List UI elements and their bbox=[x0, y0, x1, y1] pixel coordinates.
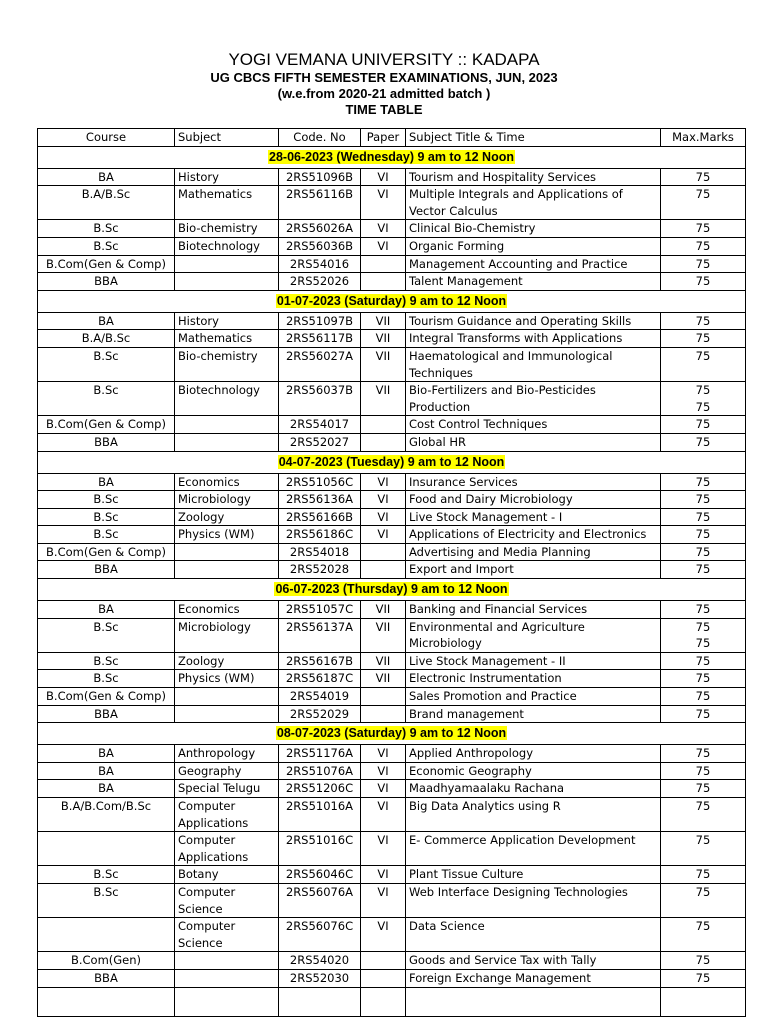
marks-cell: 75 bbox=[661, 543, 746, 561]
table-row bbox=[38, 798, 746, 832]
code-cell: 2RS56136A bbox=[279, 491, 361, 509]
title-cell: Live Stock Management - II bbox=[406, 652, 661, 670]
paper-cell bbox=[361, 416, 406, 434]
table-row bbox=[38, 273, 746, 291]
marks-cell: 75 bbox=[661, 312, 746, 330]
subject-cell: Microbiology bbox=[175, 491, 279, 509]
code-cell: 2RS56167B bbox=[279, 652, 361, 670]
table-row bbox=[38, 433, 746, 451]
subject-cell: Special Telugu bbox=[175, 780, 279, 798]
table-row bbox=[38, 168, 746, 186]
course-cell: B.Sc bbox=[38, 347, 175, 381]
table-row bbox=[38, 508, 746, 526]
paper-cell: VII bbox=[361, 330, 406, 348]
code-cell: 2RS56117B bbox=[279, 330, 361, 348]
table-row bbox=[38, 688, 746, 706]
marks-cell: 75 bbox=[661, 918, 746, 952]
course-cell: BA bbox=[38, 312, 175, 330]
session-date-cell bbox=[38, 146, 746, 168]
course-cell: BBA bbox=[38, 705, 175, 723]
marks-cell: 75 bbox=[661, 798, 746, 832]
title-cell: Live Stock Management - I bbox=[406, 508, 661, 526]
marks-cell: 75 bbox=[661, 688, 746, 706]
marks-cell: 75 bbox=[661, 969, 746, 987]
paper-cell: VII bbox=[361, 382, 406, 416]
course-cell: BA bbox=[38, 601, 175, 619]
paper-cell: VI bbox=[361, 491, 406, 509]
title-cell: Banking and Financial Services bbox=[406, 601, 661, 619]
code-cell: 2RS54020 bbox=[279, 952, 361, 970]
table-row bbox=[38, 780, 746, 798]
paper-cell: VI bbox=[361, 866, 406, 884]
session-date: 08-07-2023 (Saturday) 9 am to 12 Noon bbox=[276, 726, 507, 741]
subject-cell bbox=[175, 688, 279, 706]
paper-cell: VII bbox=[361, 670, 406, 688]
session-date-cell bbox=[38, 290, 746, 312]
paper-cell: VI bbox=[361, 832, 406, 866]
table-row bbox=[38, 526, 746, 544]
marks-cell: 75 bbox=[661, 561, 746, 579]
paper-cell: VI bbox=[361, 918, 406, 952]
subject-cell: Bio-chemistry bbox=[175, 220, 279, 238]
course-cell: B.Com(Gen & Comp) bbox=[38, 416, 175, 434]
course-cell: BBA bbox=[38, 433, 175, 451]
subject-cell bbox=[175, 543, 279, 561]
table-row bbox=[38, 382, 746, 416]
subject-cell bbox=[175, 952, 279, 970]
blank-cell bbox=[279, 987, 361, 1016]
course-cell: B.Sc bbox=[38, 670, 175, 688]
title-cell: Economic Geography bbox=[406, 762, 661, 780]
course-cell: BA bbox=[38, 762, 175, 780]
subject-cell: Zoology bbox=[175, 508, 279, 526]
blank-cell bbox=[38, 987, 175, 1016]
title-cell: Tourism Guidance and Operating Skills bbox=[406, 312, 661, 330]
table-row bbox=[38, 255, 746, 273]
subject-cell: Mathematics bbox=[175, 330, 279, 348]
table-row bbox=[38, 832, 746, 866]
session-date-cell bbox=[38, 579, 746, 601]
header-row bbox=[38, 129, 746, 147]
code-cell: 2RS54016 bbox=[279, 255, 361, 273]
paper-cell: VI bbox=[361, 883, 406, 917]
course-cell: BA bbox=[38, 473, 175, 491]
blank-cell bbox=[175, 987, 279, 1016]
table-row bbox=[38, 670, 746, 688]
course-cell: B.Com(Gen & Comp) bbox=[38, 543, 175, 561]
subject-cell: History bbox=[175, 168, 279, 186]
marks-cell: 75 bbox=[661, 347, 746, 381]
marks-cell: 75 bbox=[661, 762, 746, 780]
marks-cell: 75 bbox=[661, 652, 746, 670]
course-cell: B.Sc bbox=[38, 883, 175, 917]
marks-cell: 75 bbox=[661, 705, 746, 723]
session-date-row bbox=[38, 290, 746, 312]
blank-row bbox=[38, 987, 746, 1016]
course-cell: B.Sc bbox=[38, 618, 175, 652]
paper-cell: VI bbox=[361, 237, 406, 255]
paper-cell bbox=[361, 952, 406, 970]
course-cell: BA bbox=[38, 780, 175, 798]
session-date: 01-07-2023 (Saturday) 9 am to 12 Noon bbox=[276, 293, 507, 308]
course-cell: BA bbox=[38, 168, 175, 186]
paper-cell: VI bbox=[361, 508, 406, 526]
col-course: Course bbox=[38, 129, 175, 147]
code-cell: 2RS56076C bbox=[279, 918, 361, 952]
title-cell: Environmental and Agriculture Microbiology bbox=[406, 618, 661, 652]
col-title: Subject Title & Time bbox=[406, 129, 661, 147]
title-cell: Advertising and Media Planning bbox=[406, 543, 661, 561]
exam-title: UG CBCS FIFTH SEMESTER EXAMINATIONS, JUN, 2023 bbox=[210, 70, 558, 85]
code-cell: 2RS56116B bbox=[279, 186, 361, 220]
paper-cell bbox=[361, 969, 406, 987]
marks-cell: 75 bbox=[661, 526, 746, 544]
paper-cell: VI bbox=[361, 762, 406, 780]
title-cell: Data Science bbox=[406, 918, 661, 952]
subject-cell: Bio-chemistry bbox=[175, 347, 279, 381]
course-cell: B.Sc bbox=[38, 652, 175, 670]
col-subject: Subject bbox=[175, 129, 279, 147]
code-cell: 2RS56027A bbox=[279, 347, 361, 381]
title-cell: Management Accounting and Practice bbox=[406, 255, 661, 273]
marks-cell: 75 bbox=[661, 952, 746, 970]
subject-cell: Computer Science bbox=[175, 918, 279, 952]
course-cell: BBA bbox=[38, 969, 175, 987]
paper-cell bbox=[361, 688, 406, 706]
paper-cell: VII bbox=[361, 618, 406, 652]
subject-cell bbox=[175, 561, 279, 579]
title-cell: Integral Transforms with Applications bbox=[406, 330, 661, 348]
title-cell: Bio-Fertilizers and Bio-Pesticides Production bbox=[406, 382, 661, 416]
table-row bbox=[38, 220, 746, 238]
marks-cell: 75 bbox=[661, 255, 746, 273]
code-cell: 2RS51096B bbox=[279, 168, 361, 186]
subject-cell: Mathematics bbox=[175, 186, 279, 220]
course-cell: B.Sc bbox=[38, 237, 175, 255]
paper-cell: VII bbox=[361, 347, 406, 381]
code-cell: 2RS52027 bbox=[279, 433, 361, 451]
subject-cell: Physics (WM) bbox=[175, 670, 279, 688]
session-date: 04-07-2023 (Tuesday) 9 am to 12 Noon bbox=[278, 454, 505, 469]
paper-cell bbox=[361, 561, 406, 579]
title-cell: Food and Dairy Microbiology bbox=[406, 491, 661, 509]
course-cell: B.Sc bbox=[38, 526, 175, 544]
paper-cell: VII bbox=[361, 601, 406, 619]
session-date-cell bbox=[38, 451, 746, 473]
marks-cell: 75 bbox=[661, 491, 746, 509]
session-date-row bbox=[38, 579, 746, 601]
code-cell: 2RS54017 bbox=[279, 416, 361, 434]
table-row bbox=[38, 237, 746, 255]
code-cell: 2RS54018 bbox=[279, 543, 361, 561]
code-cell: 2RS51206C bbox=[279, 780, 361, 798]
title-cell: Applications of Electricity and Electronics bbox=[406, 526, 661, 544]
paper-cell: VI bbox=[361, 186, 406, 220]
subject-cell: Economics bbox=[175, 473, 279, 491]
subject-cell: Microbiology bbox=[175, 618, 279, 652]
title-cell: Big Data Analytics using R bbox=[406, 798, 661, 832]
marks-cell: 75 bbox=[661, 508, 746, 526]
subject-cell: Computer Science bbox=[175, 883, 279, 917]
code-cell: 2RS56046C bbox=[279, 866, 361, 884]
subject-cell: Economics bbox=[175, 601, 279, 619]
title-cell: Goods and Service Tax with Tally bbox=[406, 952, 661, 970]
course-cell: B.Com(Gen) bbox=[38, 952, 175, 970]
title-cell: Foreign Exchange Management bbox=[406, 969, 661, 987]
course-cell: B.Com(Gen & Comp) bbox=[38, 688, 175, 706]
session-date-row bbox=[38, 451, 746, 473]
table-row bbox=[38, 312, 746, 330]
paper-cell bbox=[361, 433, 406, 451]
code-cell: 2RS51016A bbox=[279, 798, 361, 832]
marks-cell: 75 bbox=[661, 866, 746, 884]
subject-cell: Physics (WM) bbox=[175, 526, 279, 544]
marks-cell: 75 bbox=[661, 237, 746, 255]
title-cell: Sales Promotion and Practice bbox=[406, 688, 661, 706]
course-cell: B.Com(Gen & Comp) bbox=[38, 255, 175, 273]
code-cell: 2RS56186C bbox=[279, 526, 361, 544]
session-date: 28-06-2023 (Wednesday) 9 am to 12 Noon bbox=[269, 149, 514, 164]
table-row bbox=[38, 705, 746, 723]
code-cell: 2RS52026 bbox=[279, 273, 361, 291]
code-cell: 2RS56187C bbox=[279, 670, 361, 688]
paper-cell bbox=[361, 255, 406, 273]
subject-cell: Geography bbox=[175, 762, 279, 780]
code-cell: 2RS56166B bbox=[279, 508, 361, 526]
marks-cell: 75 bbox=[661, 330, 746, 348]
session-date: 06-07-2023 (Thursday) 9 am to 12 Noon bbox=[275, 582, 508, 597]
table-row bbox=[38, 969, 746, 987]
table-row bbox=[38, 416, 746, 434]
col-paper: Paper bbox=[361, 129, 406, 147]
table-row bbox=[38, 918, 746, 952]
subject-cell: Botany bbox=[175, 866, 279, 884]
marks-cell: 75 bbox=[661, 745, 746, 763]
session-date-row bbox=[38, 146, 746, 168]
document-header bbox=[0, 50, 768, 118]
table-row bbox=[38, 952, 746, 970]
table-row bbox=[38, 491, 746, 509]
title-cell: Organic Forming bbox=[406, 237, 661, 255]
title-cell: Brand management bbox=[406, 705, 661, 723]
marks-cell: 75 bbox=[661, 780, 746, 798]
batch-note: (w.e.from 2020-21 admitted batch ) bbox=[277, 86, 491, 101]
code-cell: 2RS52029 bbox=[279, 705, 361, 723]
table-row bbox=[38, 330, 746, 348]
course-cell: B.A/B.Com/B.Sc bbox=[38, 798, 175, 832]
table-row bbox=[38, 601, 746, 619]
paper-cell bbox=[361, 543, 406, 561]
subject-cell: Biotechnology bbox=[175, 237, 279, 255]
title-cell: Insurance Services bbox=[406, 473, 661, 491]
course-cell: B.Sc bbox=[38, 491, 175, 509]
table-row bbox=[38, 186, 746, 220]
table-row bbox=[38, 866, 746, 884]
code-cell: 2RS51016C bbox=[279, 832, 361, 866]
table-row bbox=[38, 745, 746, 763]
marks-cell: 75 75 bbox=[661, 618, 746, 652]
subject-cell: Zoology bbox=[175, 652, 279, 670]
code-cell: 2RS56137A bbox=[279, 618, 361, 652]
paper-cell: VI bbox=[361, 473, 406, 491]
paper-cell: VI bbox=[361, 526, 406, 544]
title-cell: Clinical Bio-Chemistry bbox=[406, 220, 661, 238]
paper-cell: VI bbox=[361, 798, 406, 832]
title-cell: Web Interface Designing Technologies bbox=[406, 883, 661, 917]
paper-cell: VI bbox=[361, 745, 406, 763]
marks-cell: 75 bbox=[661, 273, 746, 291]
marks-cell: 75 bbox=[661, 168, 746, 186]
code-cell: 2RS56076A bbox=[279, 883, 361, 917]
subject-cell bbox=[175, 969, 279, 987]
course-cell: B.Sc bbox=[38, 382, 175, 416]
subject-cell bbox=[175, 705, 279, 723]
subject-cell: History bbox=[175, 312, 279, 330]
marks-cell: 75 bbox=[661, 220, 746, 238]
title-cell: Plant Tissue Culture bbox=[406, 866, 661, 884]
code-cell: 2RS51056C bbox=[279, 473, 361, 491]
table-row bbox=[38, 473, 746, 491]
university-name: YOGI VEMANA UNIVERSITY :: KADAPA bbox=[228, 50, 540, 69]
code-cell: 2RS54019 bbox=[279, 688, 361, 706]
title-cell: Global HR bbox=[406, 433, 661, 451]
session-date-row bbox=[38, 723, 746, 745]
session-date-cell bbox=[38, 723, 746, 745]
marks-cell: 75 bbox=[661, 186, 746, 220]
code-cell: 2RS56026A bbox=[279, 220, 361, 238]
code-cell: 2RS51076A bbox=[279, 762, 361, 780]
title-cell: Cost Control Techniques bbox=[406, 416, 661, 434]
code-cell: 2RS52030 bbox=[279, 969, 361, 987]
marks-cell: 75 bbox=[661, 670, 746, 688]
table-row bbox=[38, 883, 746, 917]
subject-cell: Computer Applications bbox=[175, 798, 279, 832]
course-cell: BBA bbox=[38, 273, 175, 291]
paper-cell: VI bbox=[361, 780, 406, 798]
title-cell: Maadhyamaalaku Rachana bbox=[406, 780, 661, 798]
table-row bbox=[38, 762, 746, 780]
subject-cell: Biotechnology bbox=[175, 382, 279, 416]
paper-cell: VI bbox=[361, 220, 406, 238]
paper-cell bbox=[361, 273, 406, 291]
blank-cell bbox=[661, 987, 746, 1016]
course-cell bbox=[38, 918, 175, 952]
blank-cell bbox=[361, 987, 406, 1016]
table-row bbox=[38, 618, 746, 652]
title-cell: Applied Anthropology bbox=[406, 745, 661, 763]
paper-cell: VII bbox=[361, 312, 406, 330]
course-cell: B.A/B.Sc bbox=[38, 186, 175, 220]
title-cell: Electronic Instrumentation bbox=[406, 670, 661, 688]
code-cell: 2RS56037B bbox=[279, 382, 361, 416]
blank-cell bbox=[406, 987, 661, 1016]
table-row bbox=[38, 652, 746, 670]
course-cell bbox=[38, 832, 175, 866]
code-cell: 2RS51057C bbox=[279, 601, 361, 619]
marks-cell: 75 bbox=[661, 416, 746, 434]
course-cell: B.Sc bbox=[38, 220, 175, 238]
timetable-title: TIME TABLE bbox=[345, 102, 423, 117]
paper-cell bbox=[361, 705, 406, 723]
timetable bbox=[37, 128, 746, 1017]
table-row bbox=[38, 543, 746, 561]
subject-cell bbox=[175, 433, 279, 451]
code-cell: 2RS51176A bbox=[279, 745, 361, 763]
subject-cell bbox=[175, 273, 279, 291]
course-cell: B.Sc bbox=[38, 866, 175, 884]
col-marks: Max.Marks bbox=[661, 129, 746, 147]
paper-cell: VII bbox=[361, 652, 406, 670]
course-cell: B.Sc bbox=[38, 508, 175, 526]
course-cell: BA bbox=[38, 745, 175, 763]
marks-cell: 75 bbox=[661, 473, 746, 491]
paper-cell: VI bbox=[361, 168, 406, 186]
subject-cell: Computer Applications bbox=[175, 832, 279, 866]
title-cell: Export and Import bbox=[406, 561, 661, 579]
title-cell: E- Commerce Application Development bbox=[406, 832, 661, 866]
marks-cell: 75 bbox=[661, 883, 746, 917]
code-cell: 2RS52028 bbox=[279, 561, 361, 579]
course-cell: BBA bbox=[38, 561, 175, 579]
code-cell: 2RS51097B bbox=[279, 312, 361, 330]
course-cell: B.A/B.Sc bbox=[38, 330, 175, 348]
marks-cell: 75 bbox=[661, 601, 746, 619]
marks-cell: 75 75 bbox=[661, 382, 746, 416]
table-row bbox=[38, 561, 746, 579]
col-code: Code. No bbox=[279, 129, 361, 147]
title-cell: Multiple Integrals and Applications of Vector Calculus bbox=[406, 186, 661, 220]
subject-cell bbox=[175, 416, 279, 434]
title-cell: Haematological and Immunological Techniques bbox=[406, 347, 661, 381]
code-cell: 2RS56036B bbox=[279, 237, 361, 255]
title-cell: Talent Management bbox=[406, 273, 661, 291]
subject-cell: Anthropology bbox=[175, 745, 279, 763]
marks-cell: 75 bbox=[661, 832, 746, 866]
subject-cell bbox=[175, 255, 279, 273]
title-cell: Tourism and Hospitality Services bbox=[406, 168, 661, 186]
marks-cell: 75 bbox=[661, 433, 746, 451]
table-row bbox=[38, 347, 746, 381]
